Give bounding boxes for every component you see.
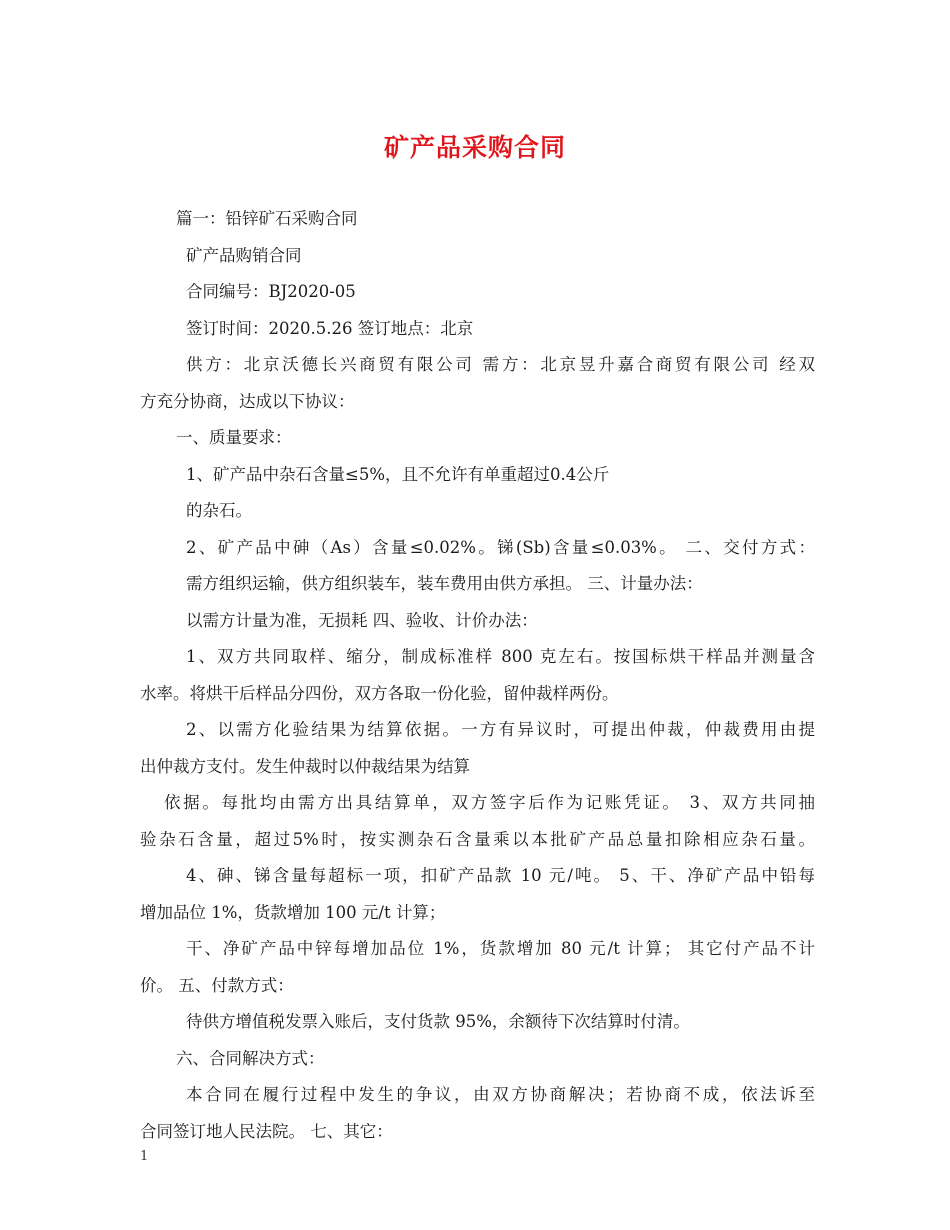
section-heading: 篇一：铅锌矿石采购合同 <box>176 209 358 228</box>
dispute-clause-continued: 合同签订地人民法院。 七、其它： <box>140 1121 393 1141</box>
page-number: 1 <box>140 1149 149 1164</box>
acceptance-clause-3: 依据。每批均由需方出具结算单，双方签字后作为记账凭证。 3、双方共同抽 <box>164 793 815 812</box>
contract-body <box>140 201 815 1150</box>
signing-info: 签订时间：2020.5.26 签订地点：北京 <box>186 318 474 338</box>
delivery-clause: 需方组织运输，供方组织装车，装车费用由供方承担。 三、计量办法： <box>186 574 703 593</box>
acceptance-clause-1-continued: 水率。将烘干后样品分四份，双方各取一份化验，留仲裁样两份。 <box>140 683 619 703</box>
payment-clause: 待供方增值税发票入账后，支付货款 95%，余额待下次结算时付清。 <box>186 1012 690 1031</box>
quality-clause-1-continued: 的杂石。 <box>186 501 252 520</box>
zinc-pricing-clause: 干、净矿产品中锌每增加品位 1%，货款增加 80 元/t 计算； 其它付产品不计 <box>186 939 815 958</box>
acceptance-clause-3-continued: 验杂石含量，超过5%时，按实测杂石含量乘以本批矿产品总量扣除相应杂石量。 <box>140 829 815 849</box>
quality-clause-1: 1、矿产品中杂石含量≤5%，且不允许有单重超过0.4公斤 <box>186 464 610 484</box>
acceptance-clause-2: 2、以需方化验结果为结算依据。一方有异议时，可提出仲裁，仲裁费用由提 <box>186 720 815 739</box>
payment-heading: 价。 五、付款方式： <box>140 975 294 995</box>
parties-line: 供方：北京沃德长兴商贸有限公司 需方：北京昱升嘉合商贸有限公司 经双 <box>186 355 815 374</box>
acceptance-clause-1: 1、双方共同取样、缩分，制成标准样 800 克左右。按国标烘干样品并测量含 <box>186 647 815 666</box>
quality-clause-2: 2、矿产品中砷（As）含量≤0.02%。锑(Sb)含量≤0.03%。 二、交付方式： <box>186 537 815 557</box>
parties-line-continued: 方充分协商，达成以下协议： <box>140 391 355 411</box>
acceptance-clause-2-continued: 出仲裁方支付。发生仲裁时以仲裁结果为结算 <box>140 756 470 776</box>
measurement-clause: 以需方计量为准，无损耗 四、验收、计价办法： <box>186 610 538 630</box>
contract-number: 合同编号：BJ2020-05 <box>186 282 356 301</box>
quality-heading: 一、质量要求： <box>176 428 292 447</box>
dispute-clause: 本合同在履行过程中发生的争议，由双方协商解决；若协商不成，依法诉至 <box>186 1085 815 1104</box>
pricing-clause: 4、砷、锑含量每超标一项，扣矿产品款 10 元/吨。 5、干、净矿产品中铅每 <box>186 866 815 885</box>
document-title: 矿产品采购合同 <box>383 133 566 162</box>
pricing-clause-continued: 增加品位 1%，货款增加 100 元/t 计算； <box>140 902 446 922</box>
contract-name: 矿产品购销合同 <box>186 245 302 265</box>
dispute-heading: 六、合同解决方式： <box>176 1048 325 1068</box>
